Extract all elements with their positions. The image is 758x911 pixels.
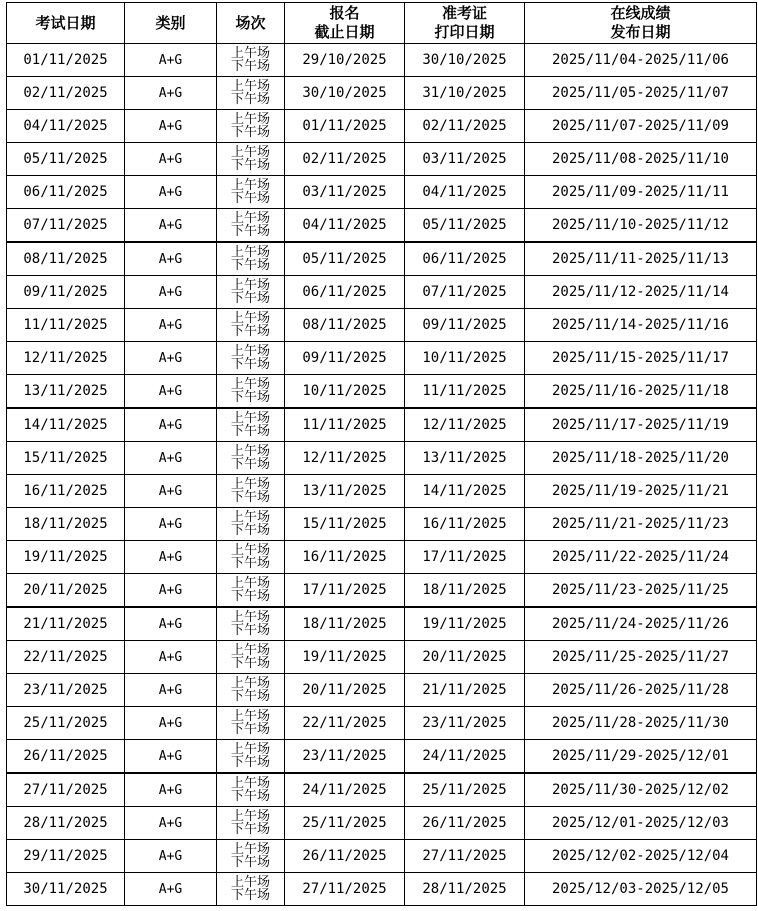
exam-date-cell: 06/11/2025 [7, 176, 125, 209]
session-cell [217, 408, 285, 442]
exam-date-cell: 07/11/2025 [7, 209, 125, 243]
header-registration-deadline [285, 3, 405, 44]
table-row [7, 143, 757, 176]
category-cell: A+G [125, 475, 217, 508]
registration-deadline-cell: 08/11/2025 [285, 309, 405, 342]
admit-card-print-cell: 05/11/2025 [405, 209, 525, 243]
category-cell: A+G [125, 574, 217, 608]
table-row [7, 408, 757, 442]
header-exam-date: 考试日期 [7, 3, 125, 44]
results-release-cell: 2025/11/18-2025/11/20 [525, 442, 757, 475]
session-pm: 下午场 [230, 589, 270, 604]
session-am: 上午场 [230, 46, 270, 61]
session-cell [217, 309, 285, 342]
header-admit-card-print-line2: 打印日期 [434, 23, 495, 41]
category-cell: A+G [125, 641, 217, 674]
registration-deadline-cell: 11/11/2025 [285, 408, 405, 442]
admit-card-print-cell: 27/11/2025 [405, 840, 525, 873]
table-row [7, 641, 757, 674]
registration-deadline-cell: 22/11/2025 [285, 707, 405, 740]
category-cell: A+G [125, 442, 217, 475]
registration-deadline-cell: 02/11/2025 [285, 143, 405, 176]
session-am: 上午场 [230, 344, 270, 359]
results-release-cell: 2025/11/23-2025/11/25 [525, 574, 757, 608]
table-row [7, 176, 757, 209]
admit-card-print-cell: 10/11/2025 [405, 342, 525, 375]
admit-card-print-cell: 20/11/2025 [405, 641, 525, 674]
registration-deadline-cell: 05/11/2025 [285, 242, 405, 276]
session-pm: 下午场 [230, 291, 270, 306]
table-row [7, 541, 757, 574]
session-cell [217, 773, 285, 807]
exam-date-cell: 20/11/2025 [7, 574, 125, 608]
registration-deadline-cell: 12/11/2025 [285, 442, 405, 475]
registration-deadline-cell: 23/11/2025 [285, 740, 405, 774]
session-cell [217, 375, 285, 409]
admit-card-print-cell: 06/11/2025 [405, 242, 525, 276]
admit-card-print-cell: 03/11/2025 [405, 143, 525, 176]
session-am: 上午场 [230, 411, 270, 426]
session-am: 上午场 [230, 510, 270, 525]
table-row [7, 475, 757, 508]
admit-card-print-cell: 19/11/2025 [405, 607, 525, 641]
exam-date-cell: 08/11/2025 [7, 242, 125, 276]
table-row [7, 77, 757, 110]
session-cell [217, 475, 285, 508]
results-release-cell: 2025/12/03-2025/12/05 [525, 873, 757, 906]
session-pm: 下午场 [230, 556, 270, 571]
session-am: 上午场 [230, 676, 270, 691]
admit-card-print-cell: 21/11/2025 [405, 674, 525, 707]
session-am: 上午场 [230, 245, 270, 260]
session-am: 上午场 [230, 211, 270, 226]
category-cell: A+G [125, 77, 217, 110]
session-pm: 下午场 [230, 324, 270, 339]
admit-card-print-cell: 16/11/2025 [405, 508, 525, 541]
session-am: 上午场 [230, 709, 270, 724]
session-am: 上午场 [230, 444, 270, 459]
exam-date-cell: 01/11/2025 [7, 44, 125, 77]
exam-date-cell: 29/11/2025 [7, 840, 125, 873]
results-release-cell: 2025/11/22-2025/11/24 [525, 541, 757, 574]
session-am: 上午场 [230, 79, 270, 94]
exam-date-cell: 23/11/2025 [7, 674, 125, 707]
session-pm: 下午场 [230, 357, 270, 372]
results-release-cell: 2025/11/05-2025/11/07 [525, 77, 757, 110]
results-release-cell: 2025/11/14-2025/11/16 [525, 309, 757, 342]
session-cell [217, 276, 285, 309]
session-am: 上午场 [230, 112, 270, 127]
session-am: 上午场 [230, 576, 270, 591]
session-cell [217, 77, 285, 110]
session-am: 上午场 [230, 477, 270, 492]
admit-card-print-cell: 18/11/2025 [405, 574, 525, 608]
header-results-release-line2: 发布日期 [610, 23, 671, 41]
registration-deadline-cell: 09/11/2025 [285, 342, 405, 375]
category-cell: A+G [125, 276, 217, 309]
exam-date-cell: 25/11/2025 [7, 707, 125, 740]
results-release-cell: 2025/12/01-2025/12/03 [525, 807, 757, 840]
category-cell: A+G [125, 342, 217, 375]
category-cell: A+G [125, 375, 217, 409]
exam-date-cell: 02/11/2025 [7, 77, 125, 110]
results-release-cell: 2025/11/24-2025/11/26 [525, 607, 757, 641]
admit-card-print-cell: 09/11/2025 [405, 309, 525, 342]
results-release-cell: 2025/11/16-2025/11/18 [525, 375, 757, 409]
exam-date-cell: 19/11/2025 [7, 541, 125, 574]
exam-date-cell: 22/11/2025 [7, 641, 125, 674]
session-cell [217, 873, 285, 906]
session-cell [217, 110, 285, 143]
admit-card-print-cell: 30/10/2025 [405, 44, 525, 77]
header-results-release-line1: 在线成绩 [610, 4, 671, 22]
session-pm: 下午场 [230, 755, 270, 770]
exam-date-cell: 11/11/2025 [7, 309, 125, 342]
session-pm: 下午场 [230, 822, 270, 837]
session-am: 上午场 [230, 311, 270, 326]
results-release-cell: 2025/11/25-2025/11/27 [525, 641, 757, 674]
registration-deadline-cell: 10/11/2025 [285, 375, 405, 409]
table-row [7, 442, 757, 475]
exam-date-cell: 26/11/2025 [7, 740, 125, 774]
session-pm: 下午场 [230, 92, 270, 107]
admit-card-print-cell: 13/11/2025 [405, 442, 525, 475]
session-am: 上午场 [230, 543, 270, 558]
results-release-cell: 2025/11/07-2025/11/09 [525, 110, 757, 143]
session-am: 上午场 [230, 742, 270, 757]
category-cell: A+G [125, 309, 217, 342]
session-cell [217, 607, 285, 641]
session-pm: 下午场 [230, 523, 270, 538]
results-release-cell: 2025/11/04-2025/11/06 [525, 44, 757, 77]
exam-date-cell: 13/11/2025 [7, 375, 125, 409]
session-pm: 下午场 [230, 424, 270, 439]
session-pm: 下午场 [230, 855, 270, 870]
admit-card-print-cell: 25/11/2025 [405, 773, 525, 807]
table-row [7, 873, 757, 906]
session-cell [217, 176, 285, 209]
table-row [7, 707, 757, 740]
category-cell: A+G [125, 110, 217, 143]
table-header [7, 3, 757, 44]
session-pm: 下午场 [230, 125, 270, 140]
exam-date-cell: 28/11/2025 [7, 807, 125, 840]
exam-date-cell: 16/11/2025 [7, 475, 125, 508]
header-admit-card-print-line1: 准考证 [441, 4, 487, 22]
registration-deadline-cell: 24/11/2025 [285, 773, 405, 807]
session-pm: 下午场 [230, 224, 270, 239]
results-release-cell: 2025/11/08-2025/11/10 [525, 143, 757, 176]
category-cell: A+G [125, 242, 217, 276]
table-body [7, 44, 757, 906]
exam-date-cell: 05/11/2025 [7, 143, 125, 176]
session-cell [217, 574, 285, 608]
session-am: 上午场 [230, 643, 270, 658]
results-release-cell: 2025/11/15-2025/11/17 [525, 342, 757, 375]
session-cell [217, 342, 285, 375]
category-cell: A+G [125, 143, 217, 176]
session-cell [217, 840, 285, 873]
results-release-cell: 2025/11/10-2025/11/12 [525, 209, 757, 243]
session-pm: 下午场 [230, 59, 270, 74]
registration-deadline-cell: 04/11/2025 [285, 209, 405, 243]
exam-date-cell: 15/11/2025 [7, 442, 125, 475]
admit-card-print-cell: 26/11/2025 [405, 807, 525, 840]
table-row [7, 342, 757, 375]
results-release-cell: 2025/11/17-2025/11/19 [525, 408, 757, 442]
results-release-cell: 2025/11/30-2025/12/02 [525, 773, 757, 807]
session-am: 上午场 [230, 875, 270, 890]
header-registration-deadline-line1: 报名 [329, 4, 360, 22]
session-cell [217, 44, 285, 77]
category-cell: A+G [125, 807, 217, 840]
session-cell [217, 541, 285, 574]
session-pm: 下午场 [230, 191, 270, 206]
session-am: 上午场 [230, 776, 270, 791]
category-cell: A+G [125, 541, 217, 574]
table-row [7, 607, 757, 641]
exam-date-cell: 12/11/2025 [7, 342, 125, 375]
table-row [7, 110, 757, 143]
registration-deadline-cell: 27/11/2025 [285, 873, 405, 906]
table-row [7, 773, 757, 807]
session-cell [217, 143, 285, 176]
session-cell [217, 442, 285, 475]
session-pm: 下午场 [230, 789, 270, 804]
header-admit-card-print-date [405, 3, 525, 44]
registration-deadline-cell: 01/11/2025 [285, 110, 405, 143]
session-am: 上午场 [230, 809, 270, 824]
session-pm: 下午场 [230, 656, 270, 671]
session-am: 上午场 [230, 145, 270, 160]
table-row [7, 508, 757, 541]
header-category: 类别 [125, 3, 217, 44]
category-cell: A+G [125, 773, 217, 807]
session-am: 上午场 [230, 178, 270, 193]
registration-deadline-cell: 17/11/2025 [285, 574, 405, 608]
header-row [7, 3, 757, 44]
session-am: 上午场 [230, 278, 270, 293]
session-cell [217, 707, 285, 740]
session-cell [217, 740, 285, 774]
admit-card-print-cell: 04/11/2025 [405, 176, 525, 209]
session-cell [217, 209, 285, 243]
session-cell [217, 641, 285, 674]
registration-deadline-cell: 18/11/2025 [285, 607, 405, 641]
table-row [7, 309, 757, 342]
registration-deadline-cell: 19/11/2025 [285, 641, 405, 674]
table-row [7, 807, 757, 840]
session-am: 上午场 [230, 377, 270, 392]
session-pm: 下午场 [230, 258, 270, 273]
category-cell: A+G [125, 209, 217, 243]
admit-card-print-cell: 14/11/2025 [405, 475, 525, 508]
header-session: 场次 [217, 3, 285, 44]
category-cell: A+G [125, 740, 217, 774]
registration-deadline-cell: 20/11/2025 [285, 674, 405, 707]
exam-schedule-table [6, 2, 757, 906]
header-results-release-date [525, 3, 757, 44]
header-registration-deadline-line2: 截止日期 [314, 23, 375, 41]
admit-card-print-cell: 07/11/2025 [405, 276, 525, 309]
results-release-cell: 2025/11/26-2025/11/28 [525, 674, 757, 707]
exam-date-cell: 14/11/2025 [7, 408, 125, 442]
table-row [7, 44, 757, 77]
registration-deadline-cell: 03/11/2025 [285, 176, 405, 209]
admit-card-print-cell: 31/10/2025 [405, 77, 525, 110]
exam-date-cell: 30/11/2025 [7, 873, 125, 906]
session-am: 上午场 [230, 610, 270, 625]
registration-deadline-cell: 15/11/2025 [285, 508, 405, 541]
results-release-cell: 2025/11/12-2025/11/14 [525, 276, 757, 309]
session-am: 上午场 [230, 842, 270, 857]
table-row [7, 574, 757, 608]
registration-deadline-cell: 30/10/2025 [285, 77, 405, 110]
session-pm: 下午场 [230, 888, 270, 903]
exam-date-cell: 09/11/2025 [7, 276, 125, 309]
table-row [7, 740, 757, 774]
admit-card-print-cell: 24/11/2025 [405, 740, 525, 774]
category-cell: A+G [125, 408, 217, 442]
admit-card-print-cell: 02/11/2025 [405, 110, 525, 143]
session-pm: 下午场 [230, 457, 270, 472]
table-row [7, 840, 757, 873]
session-pm: 下午场 [230, 623, 270, 638]
results-release-cell: 2025/11/09-2025/11/11 [525, 176, 757, 209]
session-cell [217, 242, 285, 276]
category-cell: A+G [125, 707, 217, 740]
table-row [7, 674, 757, 707]
exam-date-cell: 04/11/2025 [7, 110, 125, 143]
admit-card-print-cell: 28/11/2025 [405, 873, 525, 906]
results-release-cell: 2025/11/21-2025/11/23 [525, 508, 757, 541]
admit-card-print-cell: 11/11/2025 [405, 375, 525, 409]
category-cell: A+G [125, 176, 217, 209]
session-cell [217, 508, 285, 541]
results-release-cell: 2025/12/02-2025/12/04 [525, 840, 757, 873]
results-release-cell: 2025/11/29-2025/12/01 [525, 740, 757, 774]
registration-deadline-cell: 13/11/2025 [285, 475, 405, 508]
category-cell: A+G [125, 508, 217, 541]
results-release-cell: 2025/11/28-2025/11/30 [525, 707, 757, 740]
session-pm: 下午场 [230, 390, 270, 405]
category-cell: A+G [125, 607, 217, 641]
admit-card-print-cell: 17/11/2025 [405, 541, 525, 574]
exam-date-cell: 27/11/2025 [7, 773, 125, 807]
table-row [7, 242, 757, 276]
exam-date-cell: 18/11/2025 [7, 508, 125, 541]
category-cell: A+G [125, 44, 217, 77]
session-pm: 下午场 [230, 722, 270, 737]
registration-deadline-cell: 06/11/2025 [285, 276, 405, 309]
registration-deadline-cell: 16/11/2025 [285, 541, 405, 574]
category-cell: A+G [125, 873, 217, 906]
category-cell: A+G [125, 674, 217, 707]
session-pm: 下午场 [230, 689, 270, 704]
session-pm: 下午场 [230, 158, 270, 173]
table-row [7, 209, 757, 243]
exam-date-cell: 21/11/2025 [7, 607, 125, 641]
registration-deadline-cell: 26/11/2025 [285, 840, 405, 873]
results-release-cell: 2025/11/19-2025/11/21 [525, 475, 757, 508]
registration-deadline-cell: 25/11/2025 [285, 807, 405, 840]
session-pm: 下午场 [230, 490, 270, 505]
results-release-cell: 2025/11/11-2025/11/13 [525, 242, 757, 276]
admit-card-print-cell: 23/11/2025 [405, 707, 525, 740]
category-cell: A+G [125, 840, 217, 873]
session-cell [217, 674, 285, 707]
admit-card-print-cell: 12/11/2025 [405, 408, 525, 442]
session-cell [217, 807, 285, 840]
table-row [7, 375, 757, 409]
table-row [7, 276, 757, 309]
registration-deadline-cell: 29/10/2025 [285, 44, 405, 77]
